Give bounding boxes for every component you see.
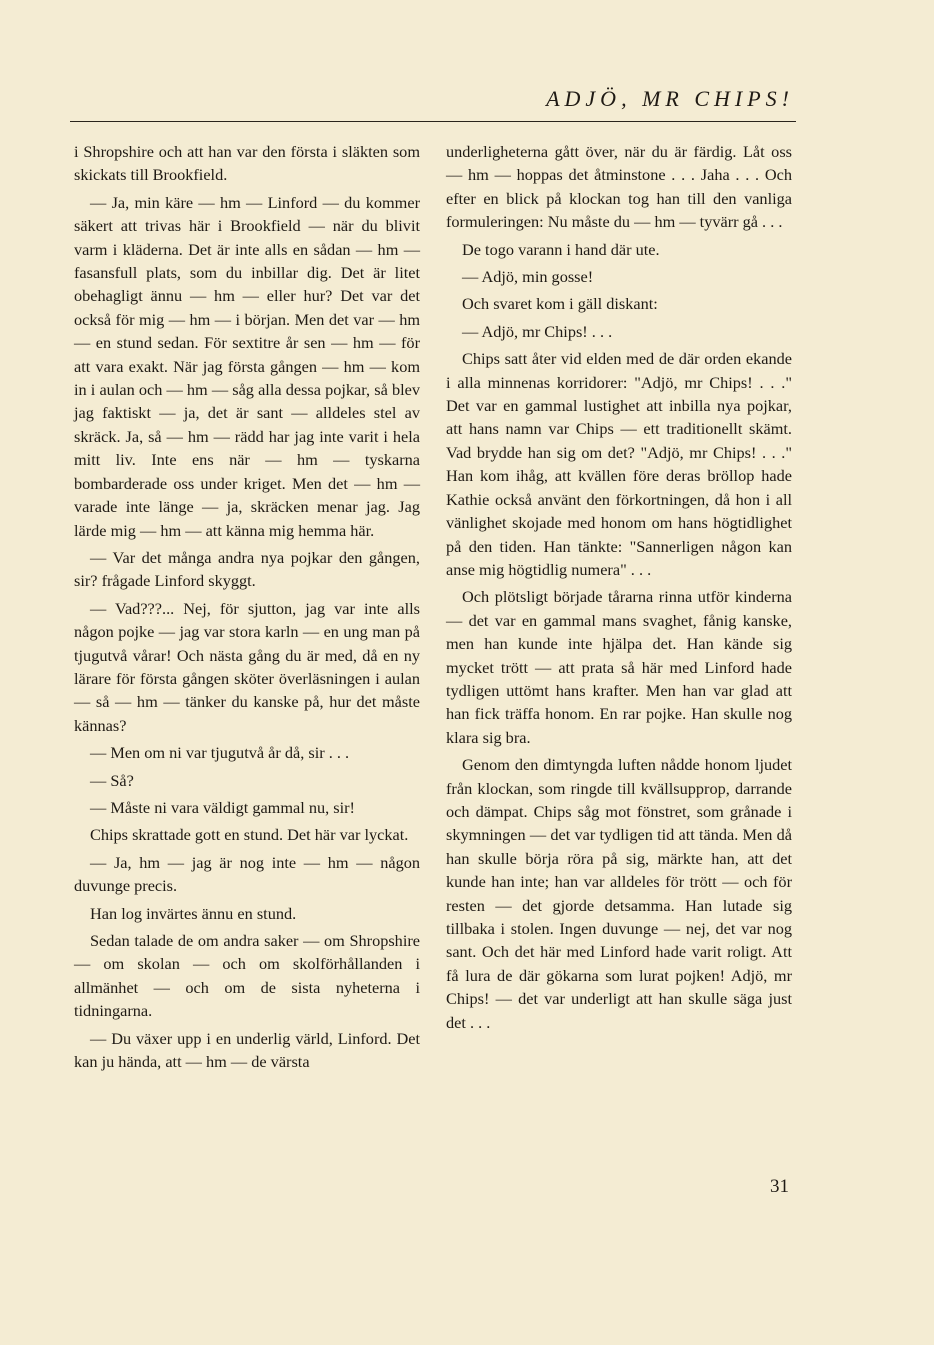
paragraph: Chips skrattade gott en stund. Det här var lyckat.	[90, 825, 409, 845]
paragraph: — Vad???... Nej, för sjutton, jag var inte alls någon pojke — jag var stora karln — en ung man på tjugutvå vårar! Och nästa gång du är med, då en ny lärare för första gången sköter överläsningen i aulan — så — hm — tänker du kanske på, hur det måste kännas?	[74, 598, 420, 735]
page-number: 31	[770, 1176, 789, 1197]
paragraph: — Men om ni var tjugutvå år då, sir . . .	[90, 743, 350, 763]
paragraph: — Måste ni vara väldigt gammal nu, sir!	[90, 797, 355, 817]
paragraph: Genom den dimtyngda luften nådde honom ljudet från klockan, som ringde till kvällsupprop, darrande och dämpat. Chips såg mot fönstret, som grånade i skymningen — det var tydligen tid att tända. Men då han skulle börja röra på sig, märkte han, att det kunde han inte; han var alldeles för trött — och för resten — det gjorde detsamma. Han lutade sig tillbaka i stolen. Ingen duvunge — nej, det var nog sant. Och det här med Linford hade varit roligt. Att få lura de där gökarna som lurat pojken! Adjö, mr Chips! — det var underligt att han skulle säga just det . . .	[446, 755, 792, 1032]
paragraph: — Var det många andra nya pojkar den gången, sir? frågade Linford skyggt.	[74, 547, 420, 591]
paragraph: Chips satt åter vid elden med de där orden ekande i alla minnenas korridorer: "Adjö, mr Chips! . . ." Det var en gammal lustighet att inbilla nya pojkar, att hans namn var Chips — ett traditionellt skämt. Vad brydde han sig om det? "Adjö, mr Chips! . . ." Han kom ihåg, att kvällen före deras bröllop hade Kathie också använt den förkortningen, då hon i all vänlighet skojade med honom om hans högtidlighet på den tiden. Han tänkte: "Sannerligen någon kan anse mig högtidlig numera" . . .	[446, 349, 792, 579]
header-rule	[70, 121, 796, 122]
paragraph: — Adjö, min gosse!	[462, 267, 594, 287]
paragraph: i Shropshire och att han var den första i släkten som skickats till Brookfield.	[74, 142, 420, 185]
right-column	[446, 140, 792, 1038]
paragraph: — Så?	[90, 770, 134, 790]
paragraph: underligheterna gått över, när du är färdig. Låt oss — hm — hoppas det åtminstone . . . Jaha . . . Och efter en blick på klockan tog han till den vanliga formuleringen: Nu måste du — hm — tyvärr gå . . .	[446, 142, 792, 232]
left-column	[74, 140, 420, 1077]
paragraph: De togo varann i hand där ute.	[462, 239, 660, 259]
paragraph: Han log invärtes ännu en stund.	[90, 903, 297, 923]
paragraph: Och plötsligt började tårarna rinna utför kinderna — det var en gammal mans svaghet, fånig kanske, men han kunde inte hjälpa det. Han kände sig mycket trött — att prata så här med Linford hade tydligen uttömt hans krafter. Men han var glad att han fick träffa honom. En rar pojke. Han skulle nog klara sig bra.	[446, 587, 792, 747]
paragraph: — Adjö, mr Chips! . . .	[462, 321, 613, 341]
paragraph: — Ja, hm — jag är nog inte — hm — någon duvunge precis.	[74, 852, 420, 896]
paragraph: Och svaret kom i gäll diskant:	[462, 294, 658, 314]
paragraph: — Du växer upp i en underlig värld, Linford. Det kan ju hända, att — hm — de värsta	[74, 1028, 420, 1072]
paragraph: Sedan talade de om andra saker — om Shropshire — om skolan — och om skolförhållanden i allmänhet — och om de sista nyheterna i tidningarna.	[74, 931, 420, 1021]
paragraph: — Ja, min käre — hm — Linford — du kommer säkert att trivas här i Brookfield — när du blivit varm i kläderna. Det är inte alls en sådan — hm — fasansfull plats, som du inbillar dig. Det är litet obehagligt ännu — hm — eller hur? Det var det också för mig — hm — i början. Men det var — hm — en stund sedan. För sextitre år sen — hm — för att vara exakt. När jag första gången — hm — kom in i aulan och — hm — såg alla dessa pojkar, så blev jag faktiskt — ja, det är sant — alldeles stel av skräck. Ja, så — hm — rädd har jag inte varit i hela mitt liv. Inte ens när — hm — tyskarna bombarderade oss under kriget. Men det — hm — varade inte länge — ja, skräcken menar jag. Jag lärde mig — hm — att känna mig hemma här.	[74, 192, 420, 540]
running-title: ADJÖ, MR CHIPS!	[546, 86, 794, 111]
